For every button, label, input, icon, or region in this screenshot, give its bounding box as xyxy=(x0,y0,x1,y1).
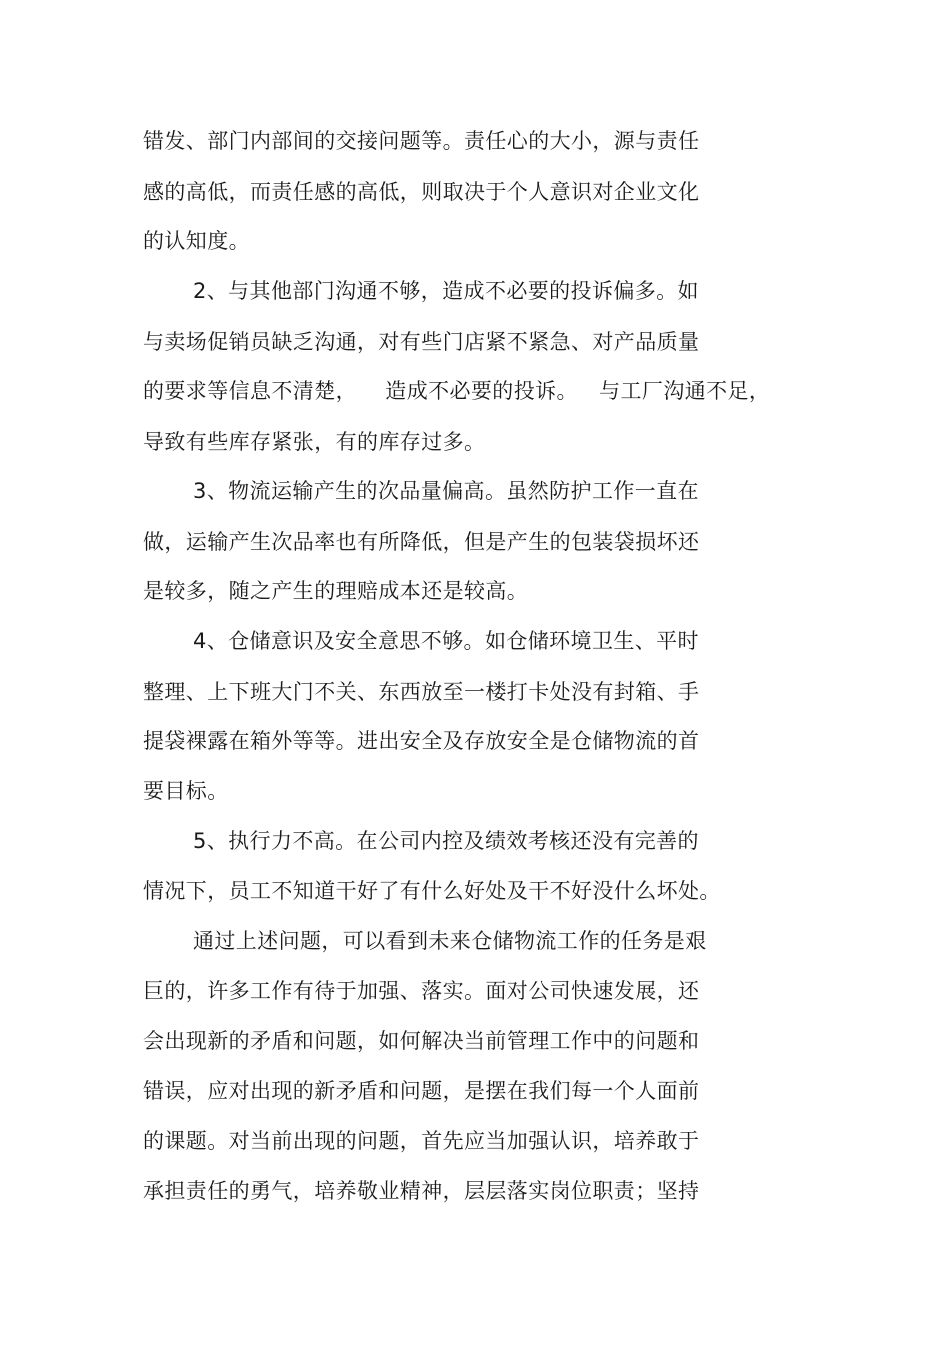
text-line: 会出现新的矛盾和问题，如何解决当前管理工作中的问题和 xyxy=(143,1029,700,1053)
text-line: 2、与其他部门沟通不够，造成不必要的投诉偏多。如 xyxy=(193,279,699,303)
text-line: 巨的，许多工作有待于加强、落实。面对公司快速发展，还 xyxy=(143,979,700,1003)
text-line: 做，运输产生次品率也有所降低，但是产生的包装袋损坏还 xyxy=(143,530,700,554)
text-line: 整理、上下班大门不关、东西放至一楼打卡处没有封箱、手 xyxy=(143,680,700,704)
text-line: 错误，应对出现的新矛盾和问题，是摆在我们每一个人面前 xyxy=(143,1079,700,1103)
text-line: 5、执行力不高。在公司内控及绩效考核还没有完善的 xyxy=(193,829,699,853)
text-line: 的要求等信息不清楚， 造成不必要的投诉。 与工厂沟通不足， xyxy=(143,379,771,403)
text-line: 错发、部门内部间的交接问题等。责任心的大小，源与责任 xyxy=(143,129,700,153)
text-line: 的认知度。 xyxy=(143,229,250,253)
text-line: 4、仓储意识及安全意思不够。如仓储环境卫生、平时 xyxy=(193,629,699,653)
text-line: 3、物流运输产生的次品量偏高。虽然防护工作一直在 xyxy=(193,479,699,503)
text-line: 情况下，员工不知道干好了有什么好处及干不好没什么坏处。 xyxy=(143,879,721,903)
text-line: 是较多，随之产生的理赔成本还是较高。 xyxy=(143,579,529,603)
text-line: 感的高低，而责任感的高低，则取决于个人意识对企业文化 xyxy=(143,180,700,204)
text-line: 导致有些库存紧张，有的库存过多。 xyxy=(143,430,486,454)
text-line: 与卖场促销员缺乏沟通，对有些门店紧不紧急、对产品质量 xyxy=(143,330,700,354)
text-line: 承担责任的勇气，培养敬业精神，层层落实岗位职责；坚持 xyxy=(143,1179,700,1203)
text-line: 提袋裸露在箱外等等。进出安全及存放安全是仓储物流的首 xyxy=(143,729,700,753)
text-line: 要目标。 xyxy=(143,779,229,803)
text-line: 通过上述问题，可以看到未来仓储物流工作的任务是艰 xyxy=(193,929,707,953)
text-line: 的课题。对当前出现的问题，首先应当加强认识，培养敢于 xyxy=(143,1129,700,1153)
